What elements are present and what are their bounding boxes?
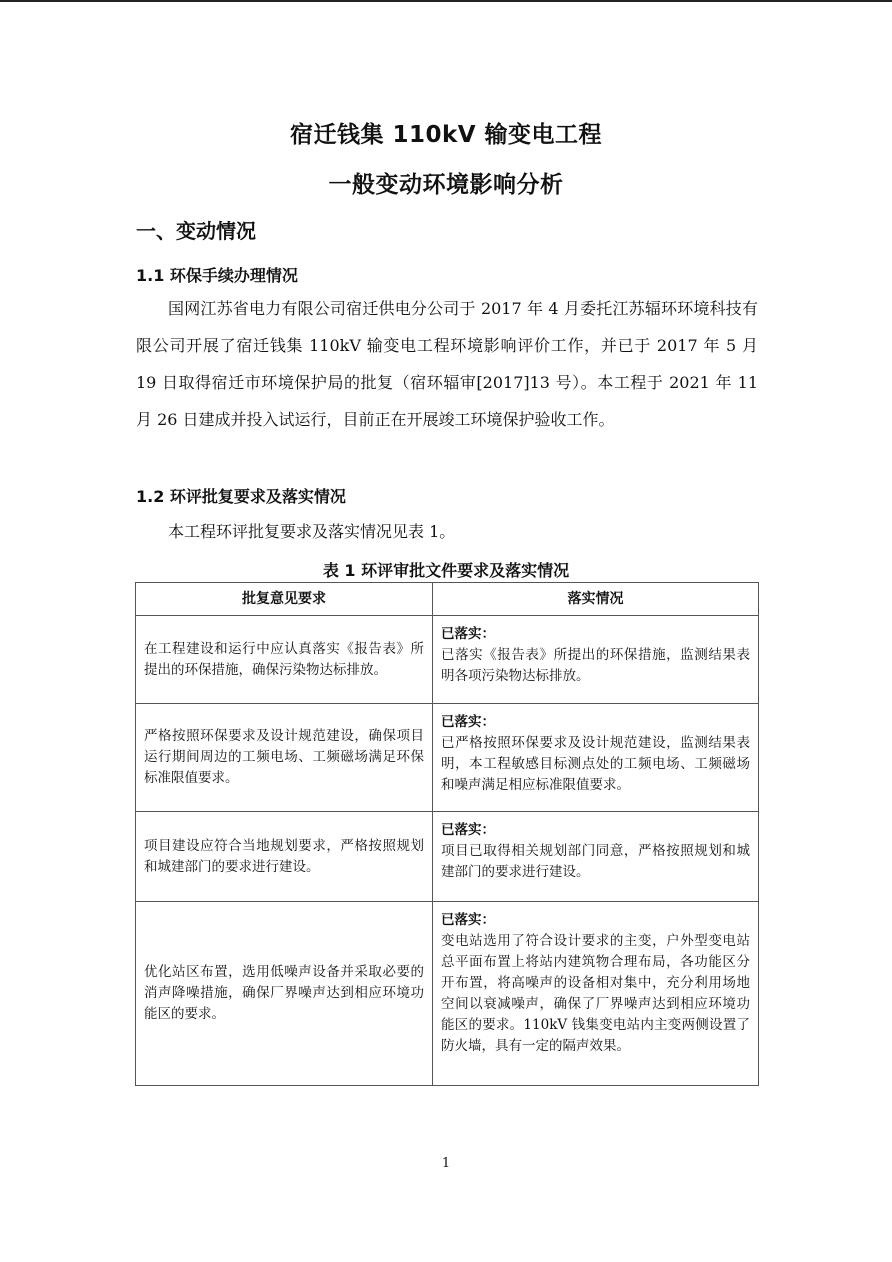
status-label: 已落实： bbox=[441, 912, 495, 928]
document-title-line2: 一般变动环境影响分析 bbox=[328, 172, 564, 198]
table-row bbox=[136, 704, 759, 812]
requirement-cell: 在工程建设和运行中应认真落实《报告表》所提出的环保措施，确保污染物达标排放。 bbox=[136, 616, 433, 704]
requirement-cell: 优化站区布置，选用低噪声设备并采取必要的消声降噪措施，确保厂界噪声达到相应环境功能区的要求。 bbox=[136, 902, 433, 1086]
subsection-heading-1-2: 1.2 环评批复要求及落实情况 bbox=[136, 487, 346, 506]
table-header-row bbox=[136, 583, 759, 616]
approval-table bbox=[135, 582, 759, 1086]
top-border-line bbox=[0, 0, 892, 2]
table-row bbox=[136, 812, 759, 902]
table-row bbox=[136, 902, 759, 1086]
status-detail: 变电站选用了符合设计要求的主变，户外型变电站总平面布置上将站内建筑物合理布局，各功能区分开布置，将高噪声的设备相对集中，充分利用场地空间以衰减噪声，确保了厂界噪声达到相应环境功能区的要求。110kV 钱集变电站内主变两侧设置了防火墙，具有一定的隔声效果。 bbox=[441, 933, 750, 1054]
section-heading-1: 一、变动情况 bbox=[136, 219, 256, 243]
status-detail: 项目已取得相关规划部门同意，严格按照规划和城建部门的要求进行建设。 bbox=[441, 843, 750, 880]
status-cell bbox=[433, 812, 759, 902]
status-detail: 已严格按照环保要求及设计规范建设，监测结果表明，本工程敏感目标测点处的工频电场、工频磁场和噪声满足相应标准限值要求。 bbox=[441, 735, 750, 793]
status-cell bbox=[433, 902, 759, 1086]
status-detail: 已落实《报告表》所提出的环保措施，监测结果表明各项污染物达标排放。 bbox=[441, 647, 750, 684]
page-number: 1 bbox=[441, 1156, 451, 1171]
status-label: 已落实： bbox=[441, 626, 495, 642]
status-cell bbox=[433, 704, 759, 812]
requirement-cell: 项目建设应符合当地规划要求，严格按照规划和城建部门的要求进行建设。 bbox=[136, 812, 433, 902]
header-status: 落实情况 bbox=[433, 583, 759, 616]
table-row bbox=[136, 616, 759, 704]
paragraph-1-1: 国网江苏省电力有限公司宿迁供电分公司于 2017 年 4 月委托江苏辐环环境科技有限公司开展了宿迁钱集 110kV 输变电工程环境影响评价工作，并已于 2017 年 5 月 19 日取得宿迁市环境保护局的批复（宿环辐审[2017]13 号）。本工程于 2021 年 11 月 26 日建成并投入试运行，目前正在开展竣工环境保护验收工作。 bbox=[136, 299, 758, 429]
header-requirement: 批复意见要求 bbox=[136, 583, 433, 616]
subsection-heading-1-1: 1.1 环保手续办理情况 bbox=[136, 266, 298, 285]
table-caption: 表 1 环评审批文件要求及落实情况 bbox=[322, 561, 570, 580]
paragraph-1-2: 本工程环评批复要求及落实情况见表 1。 bbox=[168, 522, 456, 541]
status-cell bbox=[433, 616, 759, 704]
status-label: 已落实： bbox=[441, 714, 495, 730]
requirement-cell: 严格按照环保要求及设计规范建设，确保项目运行期间周边的工频电场、工频磁场满足环保标准限值要求。 bbox=[136, 704, 433, 812]
document-title-line1: 宿迁钱集 110kV 输变电工程 bbox=[289, 122, 603, 148]
status-label: 已落实： bbox=[441, 822, 495, 838]
